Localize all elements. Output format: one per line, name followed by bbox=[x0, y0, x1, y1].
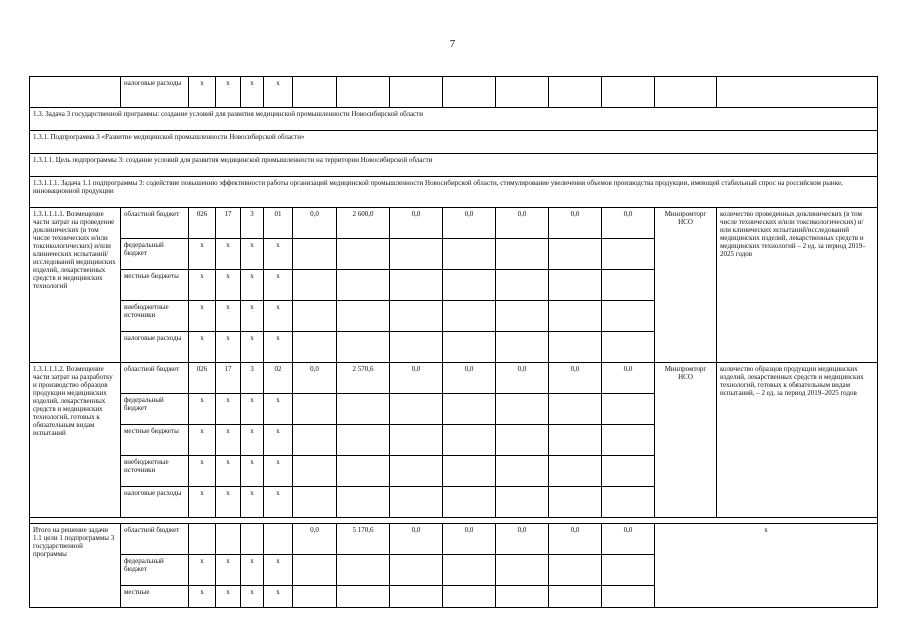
value-cell: 0,0 bbox=[293, 363, 337, 394]
code-cell: x bbox=[216, 425, 241, 456]
code-cell: x bbox=[189, 425, 216, 456]
expected-result: количество проведенных доклинических (в том числе технических и/или токсикологических) и/или клинических испытаний/исследований медицинских изделий, лекарственных средств и медицинских технологий – 2 ед. за период 2019–2025 годов bbox=[717, 208, 878, 363]
value-cell: 0,0 bbox=[496, 363, 549, 394]
value-cell: 2 570,6 bbox=[337, 363, 390, 394]
code-cell: x bbox=[264, 270, 293, 301]
code-cell bbox=[264, 524, 293, 555]
funding-source: областной бюджет bbox=[121, 208, 189, 239]
code-cell bbox=[241, 524, 264, 555]
code-cell: x bbox=[241, 555, 264, 586]
value-cell bbox=[602, 77, 655, 108]
value-cell: 0,0 bbox=[602, 208, 655, 239]
code-cell bbox=[189, 524, 216, 555]
table-row bbox=[30, 363, 878, 394]
value-cell: 0,0 bbox=[293, 208, 337, 239]
value-cell: 5 170,6 bbox=[337, 524, 390, 555]
task-header: 1.3. Задача 3 государственной программы: создание условий для развития медицинской промышленности Новосибирской области bbox=[30, 108, 878, 131]
code-cell: x bbox=[216, 77, 241, 108]
code-cell: x bbox=[216, 555, 241, 586]
code-cell: x bbox=[241, 456, 264, 487]
result-cell bbox=[717, 77, 878, 108]
value-cell: 0,0 bbox=[602, 363, 655, 394]
value-cell: 0,0 bbox=[549, 524, 602, 555]
table-row bbox=[30, 77, 878, 108]
code-cell: x bbox=[189, 301, 216, 332]
code-cell: x bbox=[189, 586, 216, 608]
code-cell: x bbox=[189, 77, 216, 108]
value-cell: 2 600,0 bbox=[337, 208, 390, 239]
code-cell: x bbox=[264, 301, 293, 332]
funding-source: местные бюджеты bbox=[121, 425, 189, 456]
code-cell: x bbox=[264, 239, 293, 270]
funding-source: федеральный бюджет bbox=[121, 394, 189, 425]
code-cell: x bbox=[264, 555, 293, 586]
code-cell: x bbox=[216, 456, 241, 487]
funding-source: местные бюджеты bbox=[121, 270, 189, 301]
code-cell: 026 bbox=[189, 208, 216, 239]
code-cell: x bbox=[241, 332, 264, 363]
code-cell: x bbox=[264, 394, 293, 425]
code-cell: x bbox=[241, 301, 264, 332]
funding-source: внебюджетные источники bbox=[121, 456, 189, 487]
code-cell: x bbox=[241, 487, 264, 518]
code-cell: x bbox=[264, 487, 293, 518]
value-cell bbox=[496, 77, 549, 108]
code-cell: x bbox=[189, 394, 216, 425]
subtask-header: 1.3.1.1.1. Задача 1.1 подпрограммы 3: содействие повышению эффективности работы организаций медицинской промышленности Новосибирской области, стимулирование увеличения объемов производства продукции, имеющей стабильный спрос на российском рынке, инновационной продукции bbox=[30, 177, 878, 208]
funding-source: налоговые расходы bbox=[121, 487, 189, 518]
value-cell: 0,0 bbox=[443, 208, 496, 239]
code-cell: x bbox=[216, 301, 241, 332]
executor: Минпромторг НСО bbox=[655, 208, 717, 363]
code-cell: x bbox=[189, 332, 216, 363]
code-cell: 17 bbox=[216, 363, 241, 394]
value-cell: 0,0 bbox=[496, 524, 549, 555]
value-cell bbox=[443, 77, 496, 108]
code-cell: x bbox=[241, 239, 264, 270]
code-cell: x bbox=[216, 239, 241, 270]
value-cell: 0,0 bbox=[293, 524, 337, 555]
code-cell: x bbox=[264, 456, 293, 487]
code-cell: x bbox=[241, 394, 264, 425]
value-cell: 0,0 bbox=[443, 524, 496, 555]
total-result: x bbox=[655, 524, 878, 608]
goal-header: 1.3.1.1. Цель подпрограммы 3: создание условий для развития медицинской промышленности на территории Новосибирской области bbox=[30, 154, 878, 177]
code-cell bbox=[216, 524, 241, 555]
code-cell: x bbox=[241, 425, 264, 456]
code-cell: 3 bbox=[241, 363, 264, 394]
code-cell: x bbox=[264, 77, 293, 108]
funding-source: областной бюджет bbox=[121, 524, 189, 555]
code-cell: x bbox=[189, 456, 216, 487]
funding-source: налоговые расходы bbox=[121, 77, 189, 108]
code-cell: 026 bbox=[189, 363, 216, 394]
code-cell: 3 bbox=[241, 208, 264, 239]
measure-name: 1.3.1.1.1.1. Возмещение части затрат на проведение доклинических (в том числе технических и/или токсикологических) и/или клинических испытаний/исследований медицинских изделий, лекарственных средств и медицинских технологий bbox=[30, 208, 121, 363]
value-cell: 0,0 bbox=[390, 524, 443, 555]
code-cell: x bbox=[264, 425, 293, 456]
code-cell: x bbox=[264, 332, 293, 363]
code-cell: x bbox=[241, 586, 264, 608]
value-cell: 0,0 bbox=[549, 208, 602, 239]
value-cell: 0,0 bbox=[443, 363, 496, 394]
table-row bbox=[30, 524, 878, 555]
funding-source: местные bbox=[121, 586, 189, 608]
code-cell: x bbox=[241, 77, 264, 108]
value-cell: 0,0 bbox=[602, 524, 655, 555]
code-cell: 17 bbox=[216, 208, 241, 239]
value-cell bbox=[337, 77, 390, 108]
total-name: Итого на решение задачи 1.1 цели 1 подпрограммы 3 государственной программы bbox=[30, 524, 121, 608]
code-cell: x bbox=[189, 239, 216, 270]
program-table bbox=[29, 76, 878, 608]
code-cell: x bbox=[216, 270, 241, 301]
subprogram-header: 1.3.1. Подпрограмма 3 «Развитие медицинской промышленности Новосибирской области» bbox=[30, 131, 878, 154]
value-cell bbox=[293, 77, 337, 108]
page-number: 7 bbox=[449, 38, 456, 50]
value-cell: 0,0 bbox=[390, 363, 443, 394]
funding-source: федеральный бюджет bbox=[121, 239, 189, 270]
executor: Минпромторг НСО bbox=[655, 363, 717, 518]
funding-source: областной бюджет bbox=[121, 363, 189, 394]
table-row bbox=[30, 208, 878, 239]
code-cell: x bbox=[216, 332, 241, 363]
measure-name-cell bbox=[30, 77, 121, 108]
code-cell: x bbox=[189, 487, 216, 518]
code-cell: x bbox=[216, 586, 241, 608]
value-cell: 0,0 bbox=[496, 208, 549, 239]
code-cell: x bbox=[189, 270, 216, 301]
code-cell: x bbox=[216, 394, 241, 425]
code-cell: x bbox=[241, 270, 264, 301]
executor-cell bbox=[655, 77, 717, 108]
funding-source: внебюджетные источники bbox=[121, 301, 189, 332]
code-cell: 01 bbox=[264, 208, 293, 239]
funding-source: налоговые расходы bbox=[121, 332, 189, 363]
code-cell: x bbox=[264, 586, 293, 608]
measure-name: 1.3.1.1.1.2. Возмещение части затрат на разработку и производство образцов продукции медицинских изделий, лекарственных средств и медицинских технологий, готовых к обязательным видам испытаний bbox=[30, 363, 121, 518]
code-cell: 02 bbox=[264, 363, 293, 394]
value-cell: 0,0 bbox=[549, 363, 602, 394]
code-cell: x bbox=[216, 487, 241, 518]
code-cell: x bbox=[189, 555, 216, 586]
value-cell bbox=[549, 77, 602, 108]
expected-result: количество образцов продукции медицинских изделий, лекарственных средств и медицинских технологий, готовых к обязательным видам испытаний, – 2 ед. за период 2019–2025 годов bbox=[717, 363, 878, 518]
value-cell bbox=[390, 77, 443, 108]
funding-source: федеральный бюджет bbox=[121, 555, 189, 586]
value-cell: 0,0 bbox=[390, 208, 443, 239]
